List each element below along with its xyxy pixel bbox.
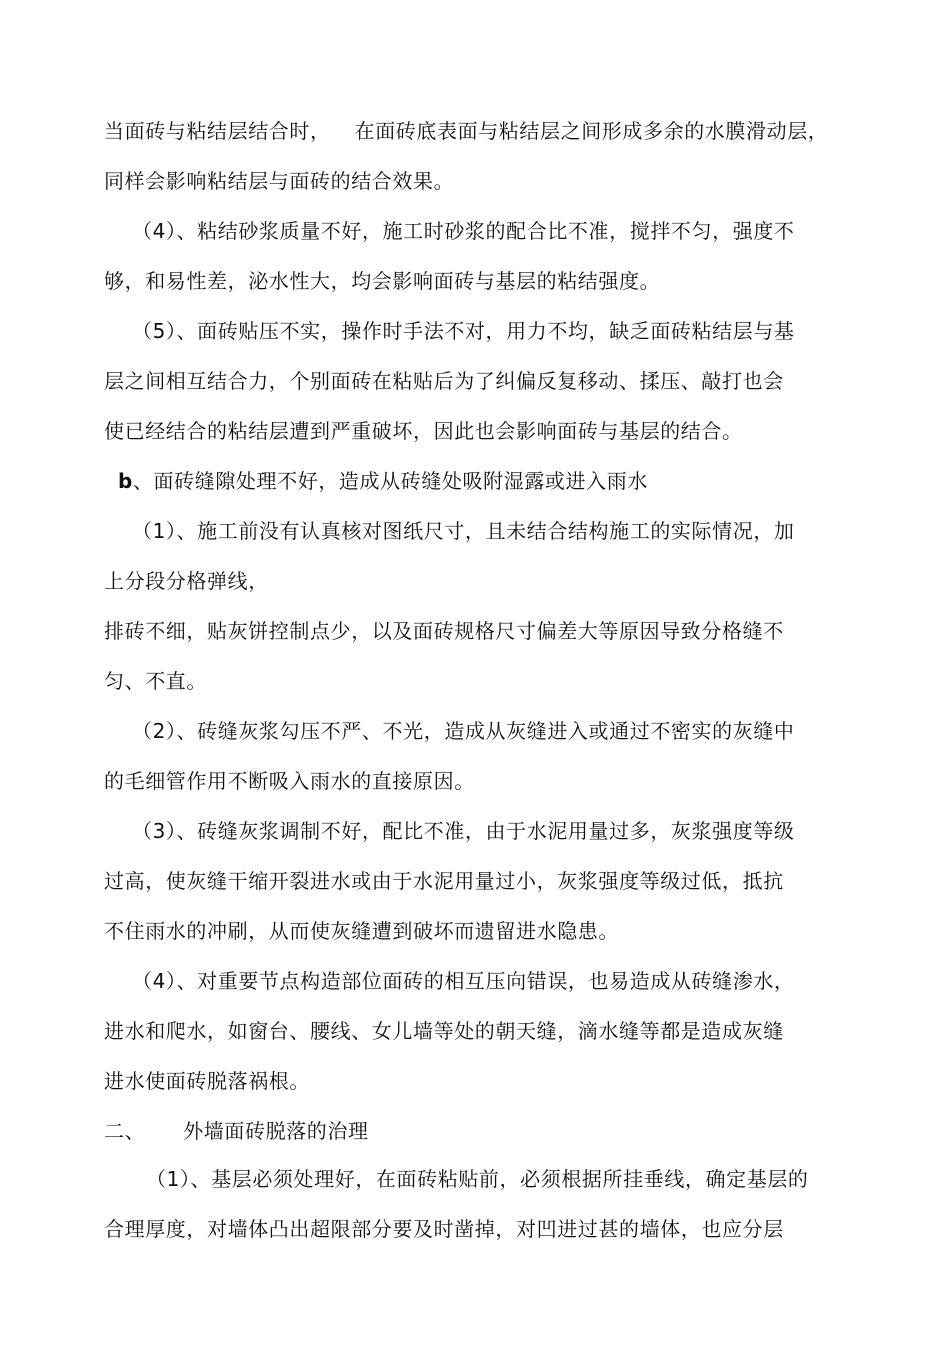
text-line: 排砖不细，贴灰饼控制点少，以及面砖规格尺寸偏差大等原因导致分格缝不: [104, 619, 784, 643]
section-heading-text: 外墙面砖脱落的治理: [183, 1119, 369, 1143]
text-line: 过高，使灰缝干缩开裂进水或由于水泥用量过小，灰浆强度等级过低，抵抗: [104, 869, 784, 893]
text-line: 合理厚度，对墙体凸出超限部分要及时凿掉，对凹进过甚的墙体，也应分层: [104, 1217, 784, 1241]
text-line: 不住雨水的冲刷，从而使灰缝遭到破坏而遗留进水隐患。: [104, 919, 619, 943]
text-line: 层之间相互结合力，个别面砖在粘贴后为了纠偏反复移动、揉压、敲打也会: [104, 369, 784, 393]
text-segment: 在面砖底表面与粘结层之间形成多余的水膜滑动层，: [354, 119, 829, 143]
text-segment: 当面砖与粘结层结合时，: [104, 119, 331, 143]
text-line: （4）、对重要节点构造部位面砖的相互压向错误，也易造成从砖缝渗水，: [132, 969, 795, 993]
section-marker: b: [118, 469, 133, 493]
text-line: 匀、不直。: [104, 669, 207, 693]
text-line: 上分段分格弹线，: [104, 569, 269, 593]
section-heading-b: [118, 468, 648, 494]
text-line: （5）、面砖贴压不实，操作时手法不对，用力不均，缺乏面砖粘结层与基: [132, 319, 795, 343]
text-line: [104, 118, 828, 144]
text-line: 同样会影响粘结层与面砖的结合效果。: [104, 169, 455, 193]
text-line: 的毛细管作用不断吸入雨水的直接原因。: [104, 769, 475, 793]
section-heading-2: [104, 1118, 369, 1144]
text-line: （3）、砖缝灰浆调制不好，配比不准，由于水泥用量过多，灰浆强度等级: [132, 819, 795, 843]
text-line: 使已经结合的粘结层遭到严重破坏，因此也会影响面砖与基层的结合。: [104, 419, 743, 443]
section-number: 二、: [104, 1119, 146, 1143]
text-line: 进水和爬水，如窗台、腰线、女儿墙等处的朝天缝，滴水缝等都是造成灰缝: [104, 1019, 784, 1043]
text-line: 进水使面砖脱落祸根。: [104, 1069, 310, 1093]
text-line: （4）、粘结砂浆质量不好，施工时砂浆的配合比不准，搅拌不匀，强度不: [132, 219, 795, 243]
section-heading-text: 、面砖缝隙处理不好，造成从砖缝处吸附湿露或进入雨水: [132, 469, 648, 493]
text-line: 够，和易性差，泌水性大，均会影响面砖与基层的粘结强度。: [104, 269, 661, 293]
text-line: （2）、砖缝灰浆勾压不严、不光，造成从灰缝进入或通过不密实的灰缝中: [132, 719, 795, 743]
text-line: （1）、基层必须处理好，在面砖粘贴前，必须根据所挂垂线，确定基层的: [146, 1167, 809, 1191]
text-line: （1）、施工前没有认真核对图纸尺寸，且未结合结构施工的实际情况，加: [132, 519, 795, 543]
